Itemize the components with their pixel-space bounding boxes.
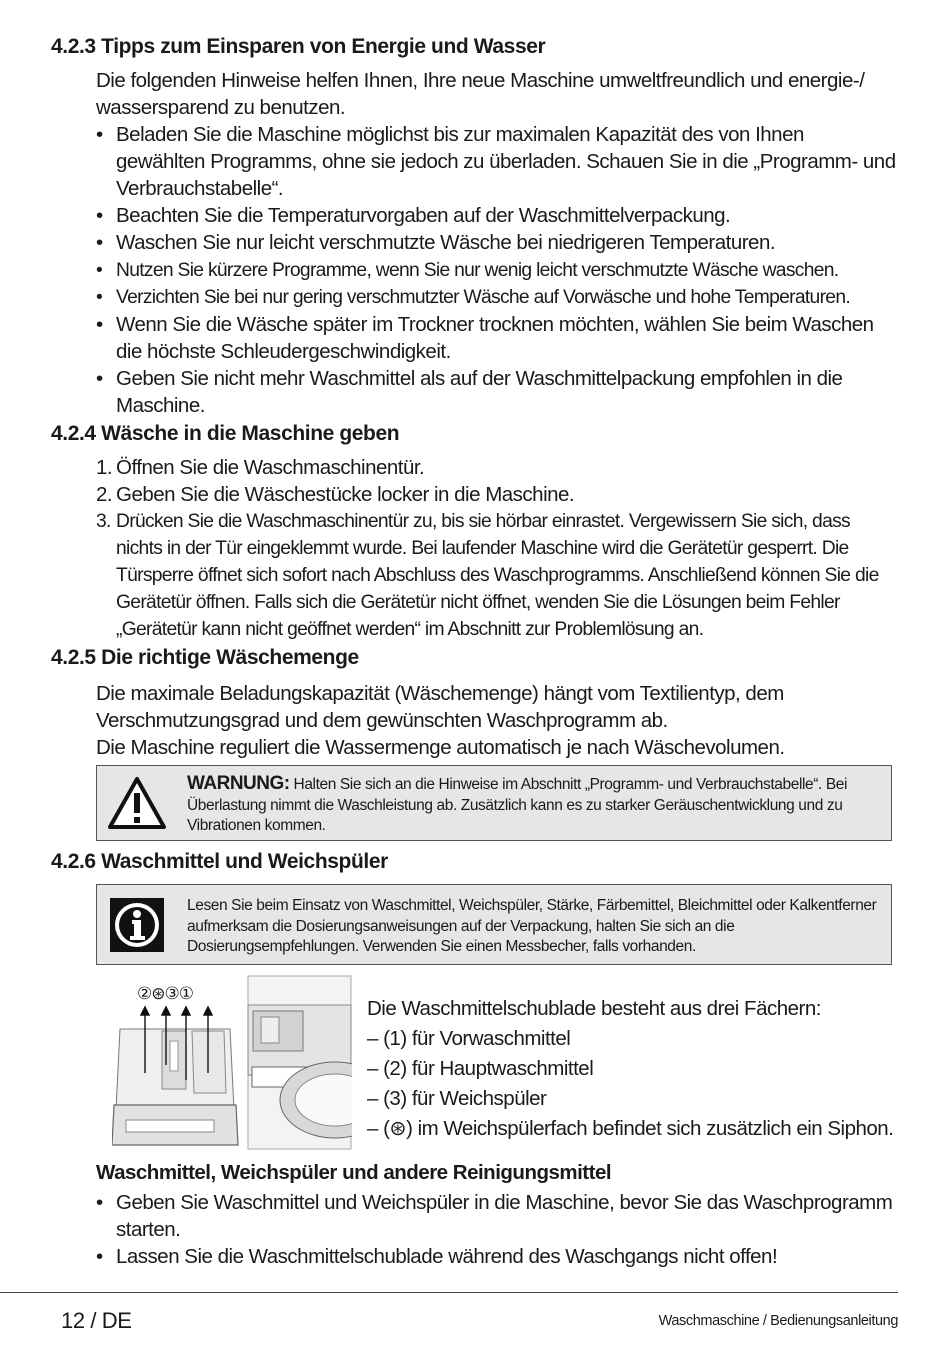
info-text: Lesen Sie beim Einsatz von Waschmittel, Weichspüler, Stärke, Färbemittel, Bleichmittel oder Kalkentferner aufmerksam die Dosierungsanweisungen auf der Verpackung, halten Sie sich an die Dosierungsempfehlungen. Verwenden Sie einen Messbecher, falls vorhanden. [187, 897, 877, 955]
section-heading-4-2-6: 4.2.6 Waschmittel und Weichspüler [51, 850, 388, 873]
document-title: Waschmaschine / Bedienungsanleitung [658, 1313, 898, 1329]
washing-machine-figure [247, 975, 352, 1150]
list-item: • Geben Sie Waschmittel und Weichspüler in die Maschine, bevor Sie das Waschprogramm starten. [96, 1191, 893, 1241]
info-icon [97, 885, 177, 964]
list-item: • Beladen Sie die Maschine möglichst bis zur maximalen Kapazität des von Ihnen gewählten Programms, ohne sie jedoch zu überladen. Schauen Sie in die „Programm- und Verbrauchstabelle“. [96, 123, 896, 200]
list-item: • Wenn Sie die Wäsche später im Trockner trocknen möchten, wählen Sie beim Waschen die höchste Schleudergeschwindigkeit. [96, 313, 874, 363]
list-item: – (1) für Vorwaschmittel [367, 1027, 571, 1050]
footer-divider [0, 1292, 898, 1293]
list-item: • Nutzen Sie kürzere Programme, wenn Sie nur wenig leicht verschmutzte Wäsche waschen. [96, 260, 839, 281]
list-item: • Verzichten Sie bei nur gering verschmutzter Wäsche auf Vorwäsche und hohe Temperaturen. [96, 287, 850, 308]
section-heading-4-2-3: 4.2.3 Tipps zum Einsparen von Energie und Wasser [51, 35, 546, 58]
list-item: • Waschen Sie nur leicht verschmutzte Wäsche bei niedrigeren Temperaturen. [96, 231, 776, 254]
list-item: 3. Drücken Sie die Waschmaschinentür zu, bis sie hörbar einrastet. Vergewissern Sie sich, dass nichts in der Tür eingeklemmt wurde. Bei laufender Maschine wird die Gerätetür gesperrt. Die Türsperre öffnet sich sofort nach Abschluss des Waschprogramms. Anschließend können Sie die Gerätetür öffnen. Falls sich die Gerätetür nicht öffnet, wenden Sie die Lösungen beim Fehler „Gerätetür kann nicht geöffnet werden“ im Abschnitt zur Problemlösung an. [96, 511, 879, 640]
paragraph: Die Maschine reguliert die Wassermenge automatisch je nach Wäschevolumen. [96, 736, 785, 759]
drawer-illustration [112, 985, 240, 1150]
detergent-drawer-figure [112, 985, 240, 1150]
warning-box [96, 765, 892, 841]
section-heading-4-2-5: 4.2.5 Die richtige Wäschemenge [51, 646, 359, 669]
list-item: 1. Öffnen Sie die Waschmaschinentür. [96, 456, 425, 479]
section-heading-4-2-4: 4.2.4 Wäsche in die Maschine geben [51, 422, 400, 445]
list-item: • Lassen Sie die Waschmittelschublade während des Waschgangs nicht offen! [96, 1245, 778, 1268]
list-item: • Geben Sie nicht mehr Waschmittel als auf der Waschmittelpackung empfohlen in die Maschine. [96, 367, 843, 417]
intro-paragraph: Die folgenden Hinweise helfen Ihnen, Ihre neue Maschine umweltfreundlich und energie-/ wassersparend zu benutzen. [96, 69, 865, 119]
washing-machine-illustration [247, 975, 352, 1150]
list-item: – (3) für Weichspüler [367, 1087, 547, 1110]
warning-text: WARNUNG: Halten Sie sich an die Hinweise im Abschnitt „Programm- und Verbrauchstabelle“. Bei Überlastung nimmt die Waschleistung ab. Zusätzlich kann es zu starker Geräuschentwicklung und zu Vibrationen kommen. [187, 773, 848, 834]
list-item: • Beachten Sie die Temperaturvorgaben auf der Waschmittelverpackung. [96, 204, 731, 227]
warning-triangle-icon [97, 766, 177, 840]
drawer-intro: Die Waschmittelschublade besteht aus drei Fächern: [367, 997, 821, 1020]
warning-label: WARNUNG: [187, 773, 290, 794]
paragraph: Die maximale Beladungskapazität (Wäschemenge) hängt vom Textilientyp, dem Verschmutzungsgrad und dem gewünschten Waschprogramm ab. [96, 682, 784, 732]
list-item: 2. Geben Sie die Wäschestücke locker in die Maschine. [96, 483, 575, 506]
subheading: Waschmittel, Weichspüler und andere Reinigungsmittel [96, 1161, 612, 1184]
info-box [96, 884, 892, 965]
list-item: – (2) für Hauptwaschmittel [367, 1057, 594, 1080]
page-number: 12 / DE [61, 1308, 132, 1333]
compartment-labels: ②⊛③① [137, 984, 193, 1003]
list-item: – (⊛) im Weichspülerfach befindet sich zusätzlich ein Siphon. [367, 1117, 894, 1140]
